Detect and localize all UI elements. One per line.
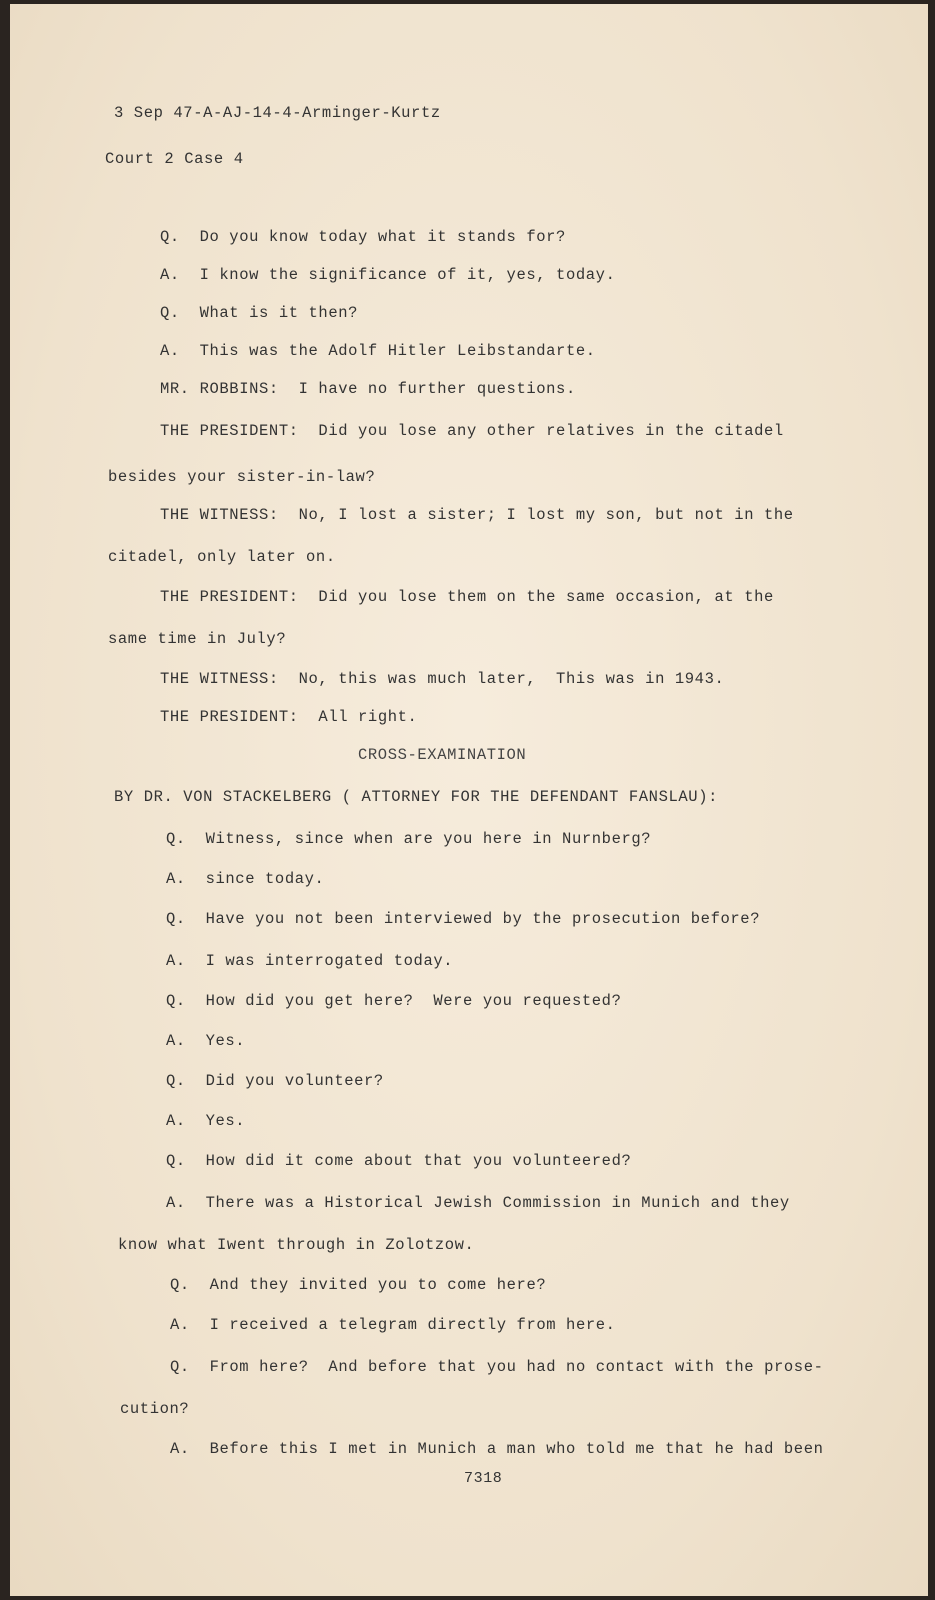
transcript-line: know what Iwent through in Zolotzow. <box>118 1236 475 1254</box>
transcript-line: Q. From here? And before that you had no contact with the prose- <box>170 1358 824 1376</box>
transcript-line: Q. Witness, since when are you here in Nurnberg? <box>166 830 652 848</box>
transcript-line: THE PRESIDENT: Did you lose any other relatives in the citadel <box>160 422 784 440</box>
section-heading: CROSS-EXAMINATION <box>358 746 527 764</box>
transcript-line: Q. Have you not been interviewed by the prosecution before? <box>166 910 761 928</box>
transcript-line: A. I know the significance of it, yes, today. <box>160 266 616 284</box>
transcript-line: A. This was the Adolf Hitler Leibstandarte. <box>160 342 596 360</box>
transcript-line: THE PRESIDENT: All right. <box>160 708 418 726</box>
transcript-line: A. Yes. <box>166 1032 246 1050</box>
transcript-line: A. Yes. <box>166 1112 246 1130</box>
transcript-line: same time in July? <box>108 630 287 648</box>
document-page <box>10 4 928 1596</box>
transcript-line: A. There was a Historical Jewish Commission in Munich and they <box>166 1194 790 1212</box>
transcript-line: Q. What is it then? <box>160 304 359 322</box>
transcript-line: A. I was interrogated today. <box>166 952 454 970</box>
transcript-line: citadel, only later on. <box>108 548 336 566</box>
transcript-line: THE WITNESS: No, I lost a sister; I lost my son, but not in the <box>160 506 794 524</box>
transcript-line: BY DR. VON STACKELBERG ( ATTORNEY FOR THE DEFENDANT FANSLAU): <box>114 788 718 806</box>
transcript-line: THE PRESIDENT: Did you lose them on the same occasion, at the <box>160 588 774 606</box>
transcript-line: cution? <box>120 1400 190 1418</box>
transcript-line: A. since today. <box>166 870 325 888</box>
transcript-line: Q. Do you know today what it stands for? <box>160 228 566 246</box>
transcript-line: THE WITNESS: No, this was much later, This was in 1943. <box>160 670 725 688</box>
page-number: 7318 <box>464 1470 503 1487</box>
header-reference: 3 Sep 47-A-AJ-14-4-Arminger-Kurtz <box>114 104 441 122</box>
transcript-line: Q. How did it come about that you volunteered? <box>166 1152 632 1170</box>
transcript-line: Q. Did you volunteer? <box>166 1072 384 1090</box>
transcript-line: A. I received a telegram directly from here. <box>170 1316 616 1334</box>
header-court-case: Court 2 Case 4 <box>105 150 244 168</box>
transcript-line: Q. How did you get here? Were you requested? <box>166 992 622 1010</box>
transcript-line: A. Before this I met in Munich a man who told me that he had been <box>170 1440 824 1458</box>
transcript-line: besides your sister-in-law? <box>108 468 376 486</box>
transcript-line: Q. And they invited you to come here? <box>170 1276 547 1294</box>
transcript-line: MR. ROBBINS: I have no further questions. <box>160 380 576 398</box>
